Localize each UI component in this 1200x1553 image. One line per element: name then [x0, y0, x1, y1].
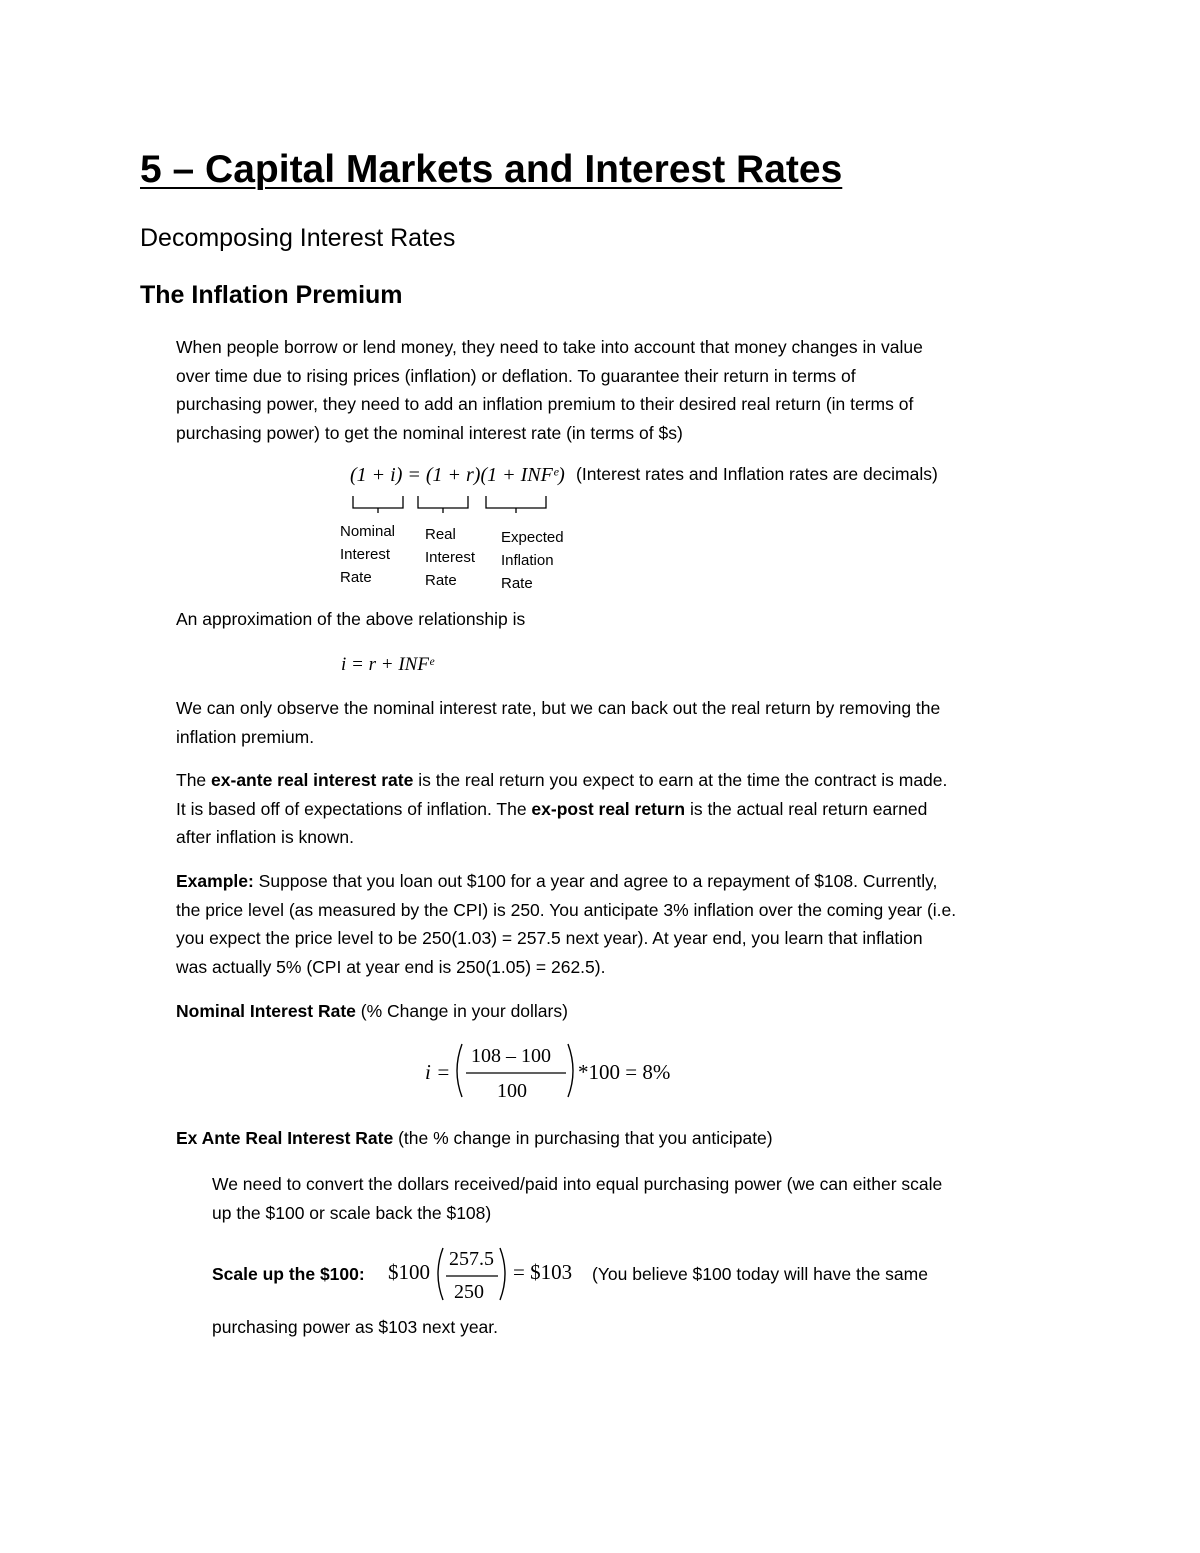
scale-up-label: Scale up the $100: [212, 1264, 365, 1284]
approx-text: An approximation of the above relationship is [176, 609, 526, 629]
observe-paragraph: We can only observe the nominal interest rate, but we can back out the real return by removing the inflation premium. [176, 698, 941, 747]
intro-line: When people borrow or lend money, they need to take into account that money changes in value [176, 337, 923, 357]
intro-line: purchasing power) to get the nominal interest rate (in terms of $s) [176, 422, 683, 443]
intro-line: over time due to rising prices (inflation) or deflation. To guarantee their return in terms of [176, 365, 856, 386]
subheading: Decomposing Interest Rates [140, 224, 456, 252]
term-exante: ex-ante real interest rate [211, 770, 414, 790]
label-real-rate: Real Interest Rate [425, 526, 476, 589]
scale-up-numerator: 257.5 [449, 1248, 494, 1270]
scale-up-rhs: = $103 [513, 1260, 573, 1284]
page-title: 5 – Capital Markets and Interest Rates [140, 148, 843, 191]
eq3-lhs: i = [425, 1060, 451, 1084]
nominal-rate-heading: Nominal Interest Rate (% Change in your dollars) [176, 1001, 568, 1021]
example-paragraph: Example: Suppose that you loan out $100 for a year and agree to a repayment of $108. Currently, the price level (as measured by the CPI) is 250. You anticipate 3% inflation over the coming year (i.e. you expect the price level to be 250(1.03) = 257.5 next year). At year end, you learn that inflation was actually 5% (CPI at year end is 250(1.05) = 262.5). [176, 871, 957, 977]
scale-up-denominator: 250 [454, 1281, 484, 1303]
term-expost: ex-post real return [531, 798, 686, 819]
exante-rate-heading: Ex Ante Real Interest Rate (the % change in purchasing that you anticipate) [176, 1128, 773, 1148]
example-label: Example: [176, 871, 254, 891]
equation-note: (Interest rates and Inflation rates are decimals) [576, 464, 938, 484]
equation-approx: i = r + INFᵉ [341, 654, 434, 675]
convert-paragraph: We need to convert the dollars received/paid into equal purchasing power (we can either scale up the $100 or scale back the $108) [212, 1174, 943, 1223]
eq3-numerator: 108 – 100 [471, 1045, 551, 1067]
eq3-rhs: *100 = 8% [578, 1060, 671, 1084]
scale-up-lhs: $100 [388, 1260, 430, 1284]
section-title: The Inflation Premium [140, 281, 403, 309]
label-nominal-rate: Nominal Interest Rate [340, 523, 396, 586]
eq3-denominator: 100 [497, 1080, 527, 1102]
scale-up-continuation: purchasing power as $103 next year. [212, 1317, 499, 1337]
intro-line: purchasing power, they need to add an inflation premium to their desired real return (in terms of [176, 394, 914, 414]
equation-fisher: (1 + i) = (1 + r)(1 + INFᵉ) [350, 464, 565, 486]
scale-up-note: (You believe $100 today will have the same [592, 1264, 928, 1284]
label-expected-inflation: Expected Inflation Rate [501, 529, 564, 592]
exante-paragraph: The ex-ante real interest rate is the real return you expect to earn at the time the contract is made. It is based off of expectations of inflation. The ex-post real return is the actual real return earned after inflation is known. [176, 770, 948, 847]
